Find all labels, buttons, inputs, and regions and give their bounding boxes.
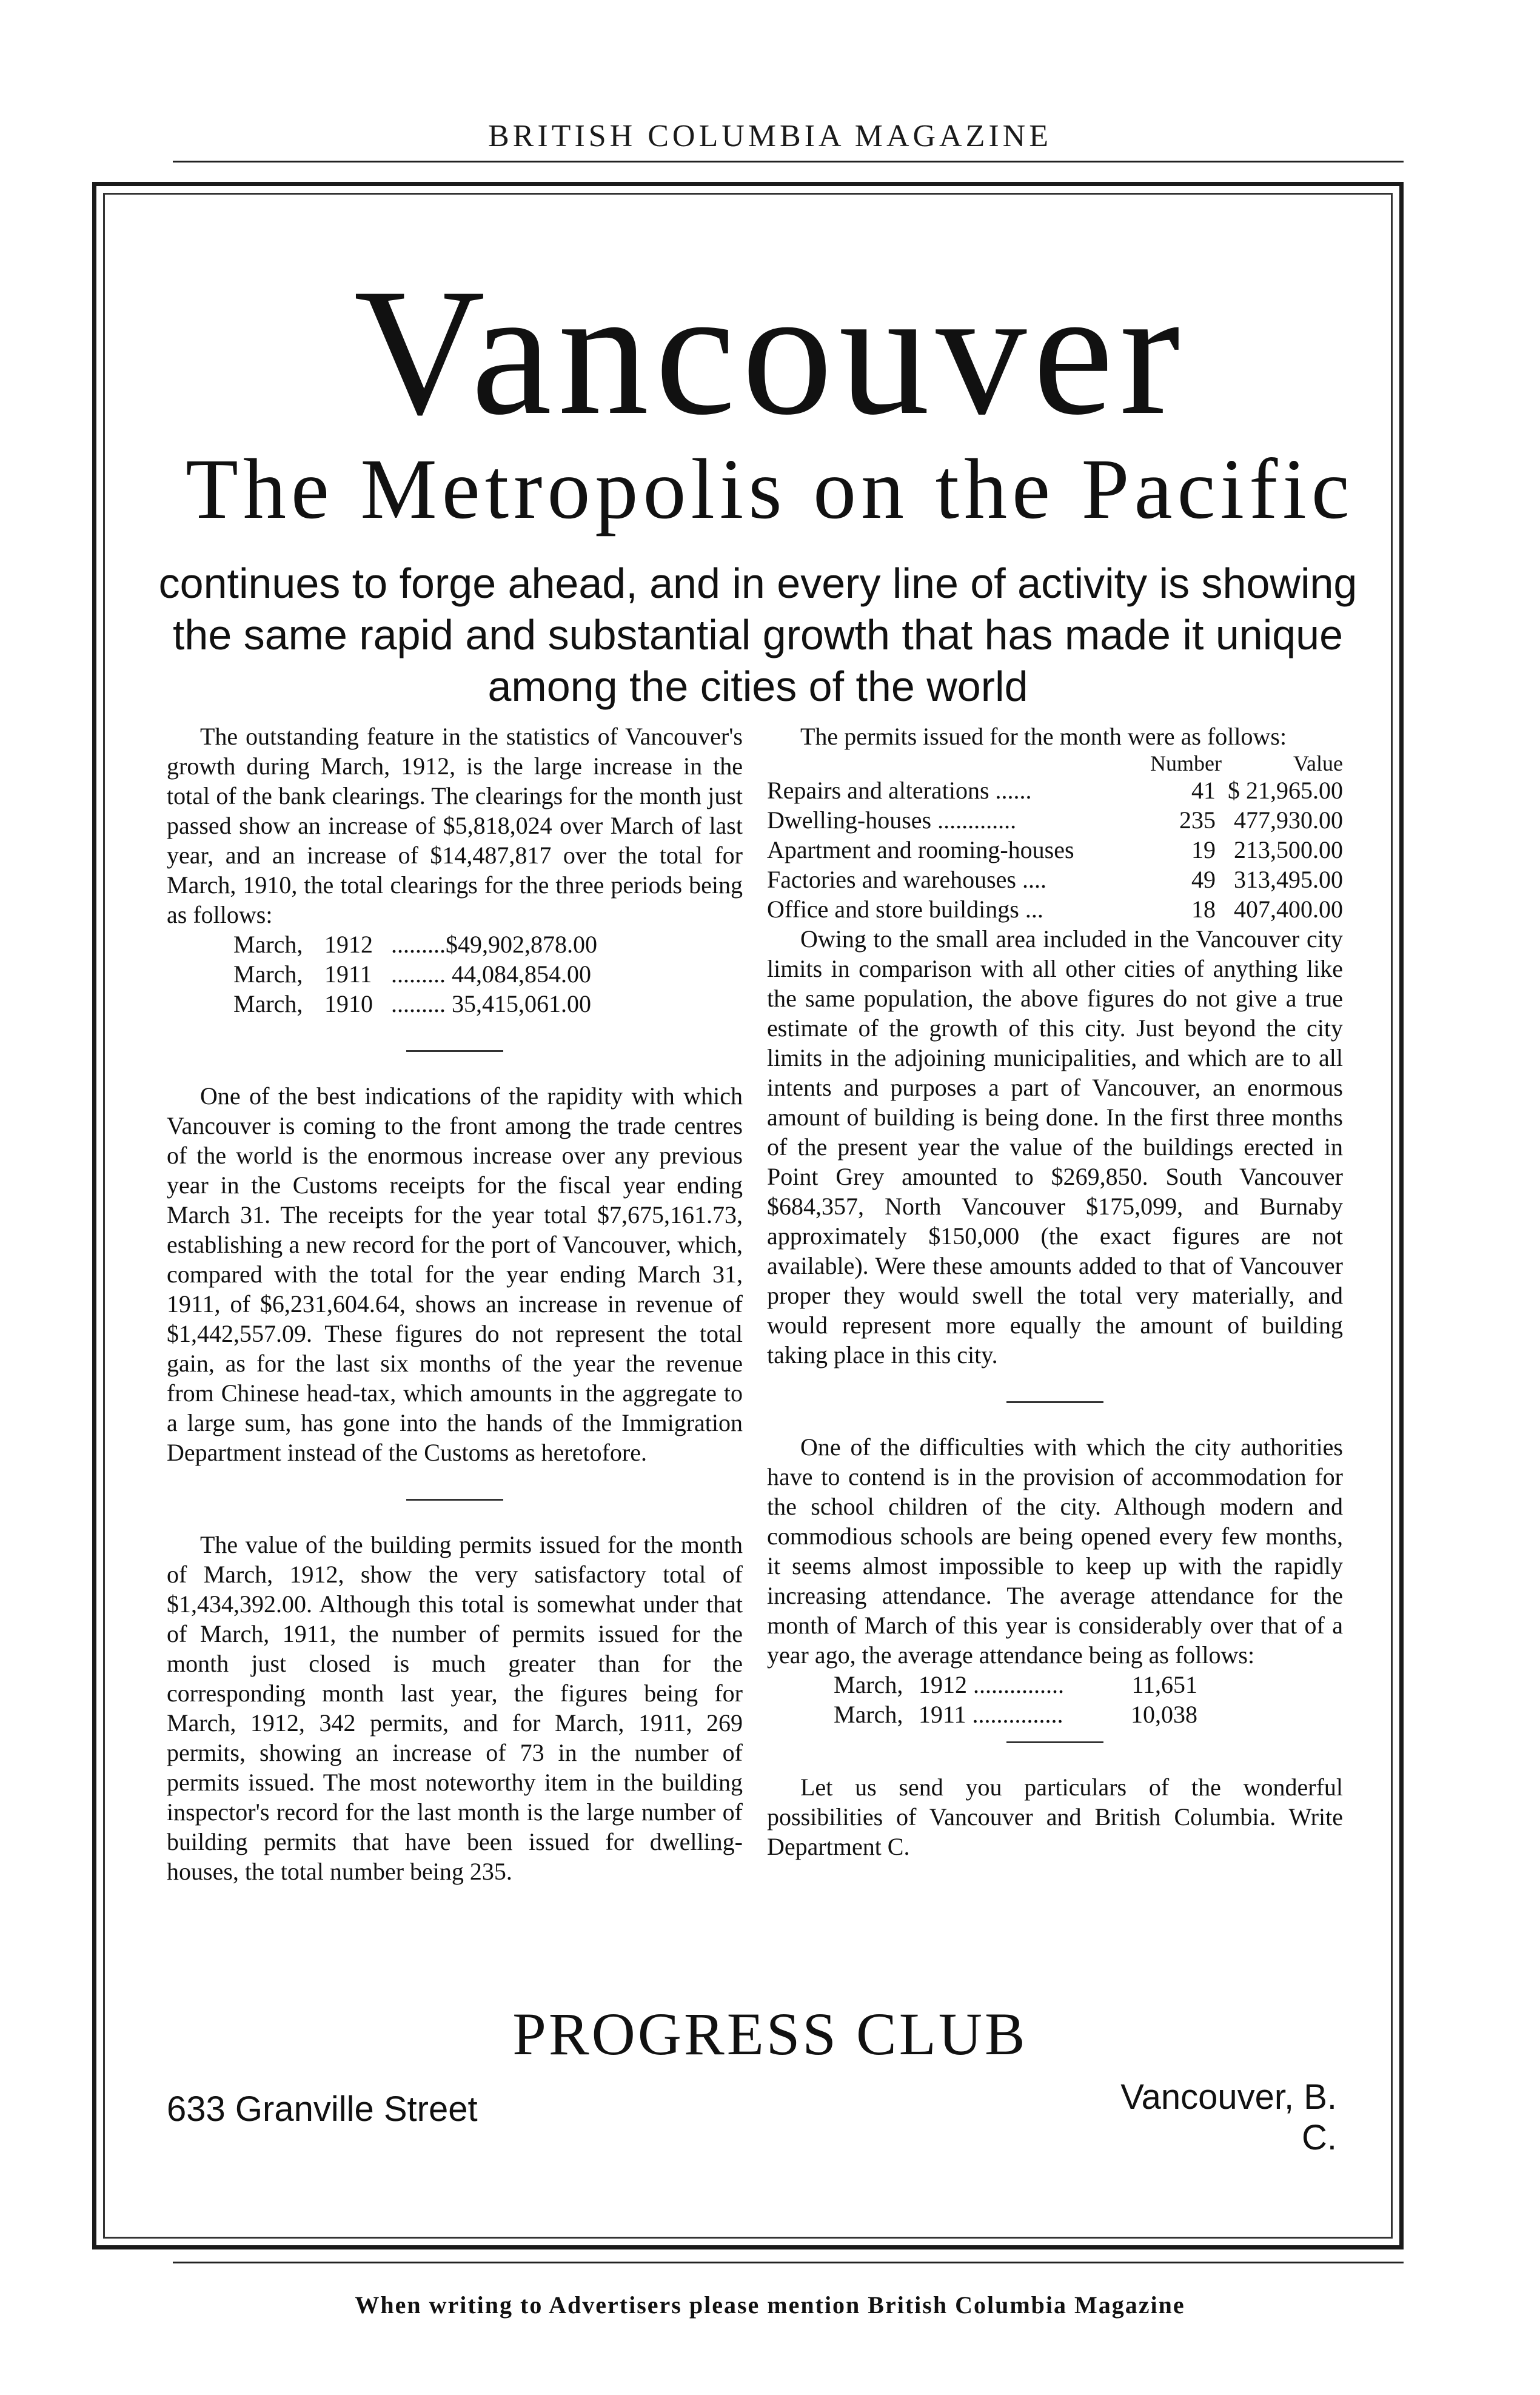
magazine-masthead: BRITISH COLUMBIA MAGAZINE	[488, 119, 1052, 153]
right-column	[767, 722, 1343, 1861]
attendance-row: March, 1911 ............... 10,038	[834, 1701, 1197, 1728]
permits-row: Dwelling-houses ............. 235 477,930.00	[767, 806, 1343, 834]
section-divider	[406, 1050, 503, 1052]
clearings-row: March, 1911 ......... 44,084,854.00	[233, 960, 591, 988]
permits-intro: The permits issued for the month were as follows:	[800, 723, 1287, 750]
advertiser-address: 633 Granville Street	[167, 2089, 478, 2129]
ad-intro: continues to forge ahead, and in every line of activity is showing the same rapid and substantial growth that has made it unique among the cities of the world	[158, 560, 1358, 710]
section-divider	[1006, 1741, 1103, 1743]
ad-subtitle: The Metropolis on the Pacific	[186, 441, 1354, 537]
clearings-table	[233, 930, 743, 1019]
masthead-rule	[173, 161, 1404, 162]
permits-row: Repairs and alterations ...... 41 $ 21,965.00	[767, 777, 1343, 804]
schools-paragraph: One of the difficulties with which the city authorities have to contend is in the provision of accommodation for the school children of the city. Although modern and commodious schools are being opened every few months, it seems almost impossible to keep up with the rapidly increasing attendance. The average attendance for the month of March of this year is considerably over that of a year ago, the average attendance being as follows:	[767, 1433, 1343, 1669]
section-divider	[406, 1499, 503, 1501]
section-divider	[1006, 1401, 1103, 1403]
building-permits-paragraph: The value of the building permits issued for the month of March, 1912, show the very satisfactory total of $1,434,392.00. Although this total is somewhat under that of March, 1911, the number of permits issued for the month just closed is much greater than for the corresponding month last year, the figures being for March, 1912, 342 permits, and for March, 1911, 269 permits, showing an increase of 73 in the number of permits issued. The most noteworthy item in the building inspector's record for the last month is the large number of building permits that have been issued for dwelling-houses, the total number being 235.	[167, 1531, 743, 1885]
bank-clearings-paragraph: The outstanding feature in the statistics of Vancouver's growth during March, 1912, is the large increase in the total of the bank clearings. The clearings for the month just passed show an increase of $5,818,024 over March of last year, and an increase of $14,487,817 over the total for March, 1910, the total clearings for the three periods being as follows:	[167, 723, 743, 928]
footer-note: When writing to Advertisers please mention British Columbia Magazine	[355, 2291, 1185, 2319]
customs-paragraph: One of the best indications of the rapidity with which Vancouver is coming to the front among the trade centres of the world is the enormous increase over any previous year in the Customs receipts for the fiscal year ending March 31. The receipts for the year total $7,675,161.73, establishing a new record for the port of Vancouver, which, compared with the total for the year ending March 31, 1911, of $6,231,604.64, shows an increase in revenue of $1,442,557.09. These figures do not represent the total gain, as for the last six months of the year the revenue from Chinese head-tax, which amounts in the aggregate to a large sum, has gone into the hands of the Immigration Department instead of the Customs as heretofore.	[167, 1082, 743, 1466]
permits-row: Office and store buildings ... 18 407,400.00	[767, 896, 1343, 923]
clearings-row: March, 1910 ......... 35,415,061.00	[233, 990, 591, 1017]
city-limits-paragraph: Owing to the small area included in the Vancouver city limits in comparison with all other cities of anything like the same population, the above figures do not give a true estimate of the growth of this city. Just beyond the city limits in the adjoining municipalities, and which are to all intents and purposes a part of Vancouver, an enormous amount of building is being done. In the first three months of the present year the value of the buildings erected in Point Grey amounted to $269,850. South Vancouver $684,357, North Vancouver $175,099, and Burnaby approximately $150,000 (the exact figures are not available). Were these amounts added to that of Vancouver proper they would swell the total very materially, and would represent more equally the amount of building taking place in this city.	[767, 925, 1343, 1368]
footer-rule	[173, 2262, 1404, 2263]
attendance-table	[767, 1670, 1343, 1729]
advertiser-city: Vancouver, B. C.	[1120, 2077, 1337, 2157]
permits-table	[767, 775, 1343, 924]
permits-table-header: Number Value	[1150, 751, 1343, 775]
ad-title: Vancouver	[353, 251, 1187, 452]
call-to-action: Let us send you particulars of the wonderful possibilities of Vancouver and British Columbia. Write Department C.	[767, 1774, 1343, 1860]
clearings-row: March, 1912 .........$49,902,878.00	[233, 931, 597, 958]
left-column	[167, 722, 743, 1886]
permits-row: Factories and warehouses .... 49 313,495.00	[767, 866, 1343, 893]
attendance-row: March, 1912 ............... 11,651	[834, 1671, 1197, 1698]
advertiser-name: PROGRESS CLUB	[512, 2000, 1028, 2068]
permits-row: Apartment and rooming-houses 19 213,500.00	[767, 836, 1343, 863]
